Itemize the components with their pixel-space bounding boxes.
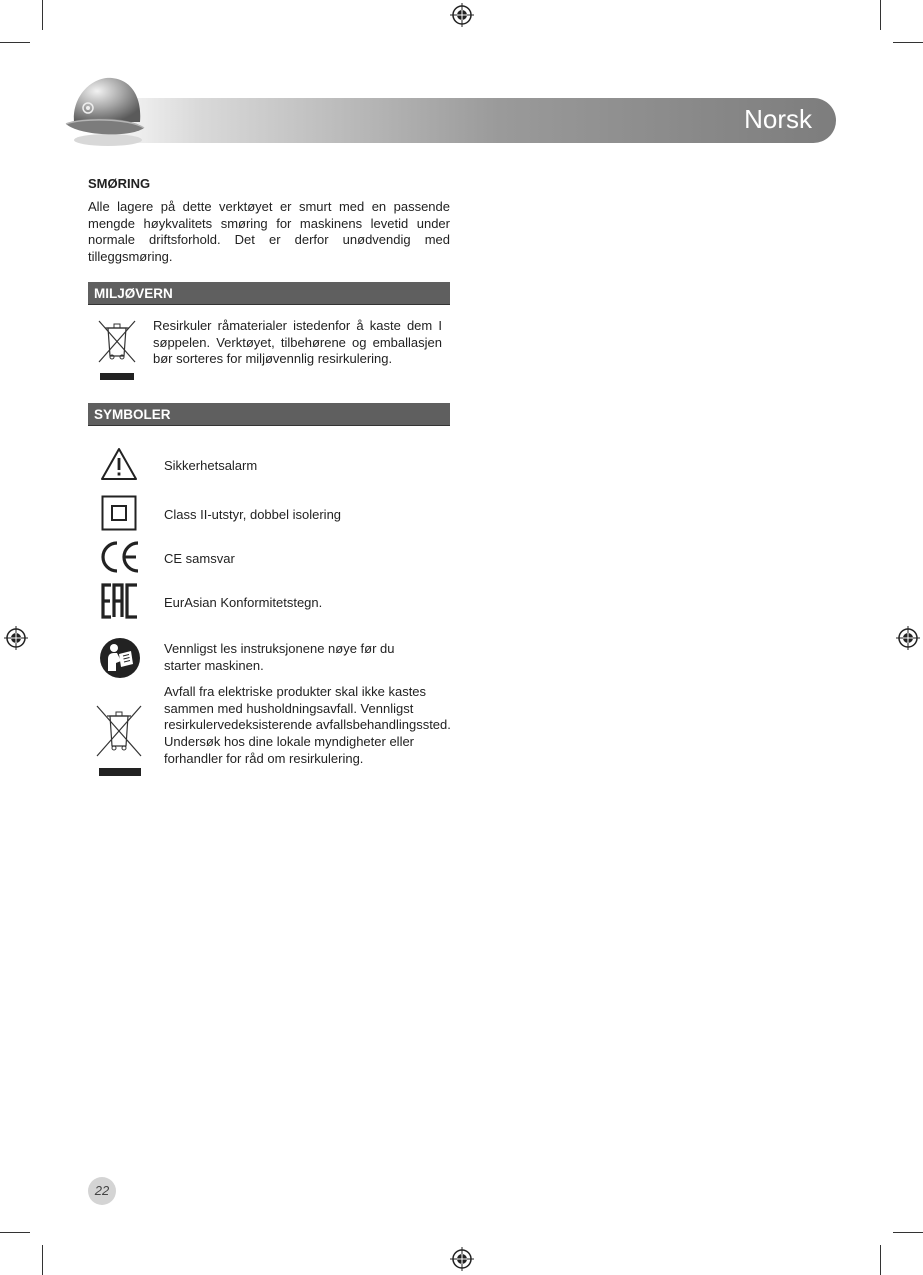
read-manual-icon xyxy=(99,637,141,679)
section-header-environment: MILJØVERN xyxy=(88,282,450,305)
eac-mark-icon xyxy=(101,583,139,619)
language-banner xyxy=(88,98,836,143)
crop-mark xyxy=(880,1245,881,1275)
page-number: 22 xyxy=(88,1177,116,1205)
registration-mark-icon xyxy=(450,3,474,27)
symbol-label: Class II-utstyr, dobbel isolering xyxy=(164,507,342,522)
crop-mark xyxy=(893,1232,923,1233)
crossed-bin-icon xyxy=(95,704,143,778)
registration-mark-icon xyxy=(450,1247,474,1271)
language-label: Norsk xyxy=(744,104,812,134)
symbol-label: Avfall fra elektriske produkter skal ikke kastes sammen med husholdningsavfall. Vennligst resirkulervedeksisterende avfallsbehandlingssted. Undersøk hos dine lokale myndigheter eller forhandler for råd om resirkulering. xyxy=(164,684,451,766)
section-title-lubrication: SMØRING xyxy=(88,176,151,191)
section-header-symbols: SYMBOLER xyxy=(88,403,450,426)
symbol-label: Vennligst les instruksjonene nøye før du starter maskinen. xyxy=(164,641,395,673)
double-insulation-icon xyxy=(101,495,137,531)
crop-mark xyxy=(893,42,923,43)
crop-mark xyxy=(42,0,43,30)
symbol-label: CE samsvar xyxy=(164,551,235,566)
crop-mark xyxy=(0,42,30,43)
hard-hat-icon xyxy=(60,72,146,148)
crop-mark xyxy=(0,1232,30,1233)
crop-mark xyxy=(42,1245,43,1275)
crop-mark xyxy=(880,0,881,30)
crossed-bin-icon xyxy=(95,318,139,382)
warning-triangle-icon xyxy=(100,446,138,482)
ce-mark-icon xyxy=(99,540,141,574)
environment-paragraph: Resirkuler råmaterialer istedenfor å kaste dem I søppelen. Verktøyet, tilbehørene og emballasjen bør sorteres for miljøvennlig resirkulering. xyxy=(153,318,442,367)
symbol-label: Sikkerhetsalarm xyxy=(164,458,258,473)
registration-mark-icon xyxy=(896,626,920,650)
registration-mark-icon xyxy=(4,626,28,650)
lubrication-paragraph: Alle lagere på dette verktøyet er smurt med en passende mengde høykvalitets smøring for maskinens levetid under normale driftsforhold. Det er derfor unødvendig med tilleggsmøring. xyxy=(88,199,450,265)
symbol-label: EurAsian Konformitetstegn. xyxy=(164,595,323,610)
